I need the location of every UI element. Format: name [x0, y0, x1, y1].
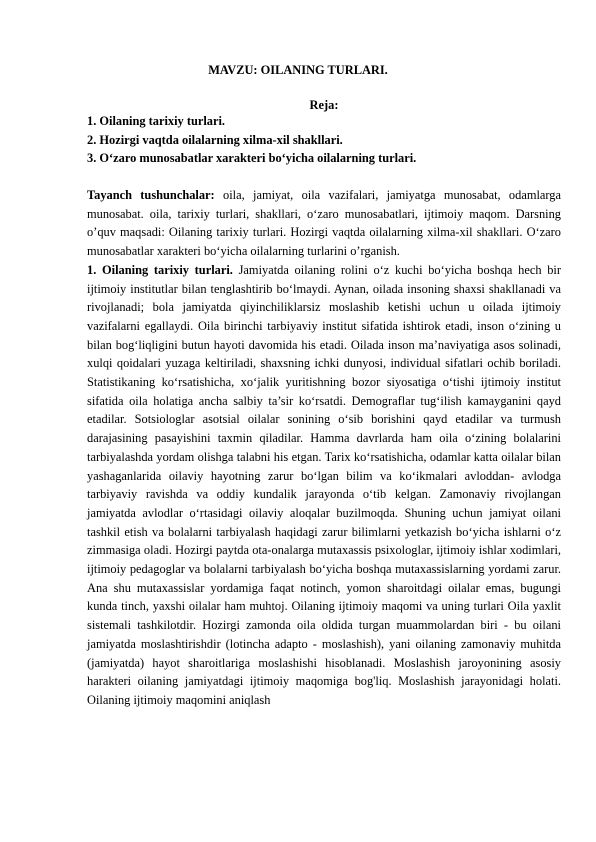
document-title: MAVZU: OILANING TURLARI. — [208, 63, 388, 77]
plan-item: 1. Oilaning tarixiy turlari. — [87, 114, 226, 128]
section-1-label: 1. Oilaning tarixiy turlari. — [87, 262, 233, 277]
plan-heading: Reja: — [309, 98, 339, 112]
key-concepts-paragraph — [87, 186, 561, 261]
plan-item: 3. O‘zaro munosabatlar xarakteri bo‘yicha oilalarning turlari. — [87, 151, 417, 166]
section-1-paragraph — [87, 261, 561, 710]
plan-item: 2. Hozirgi vaqtda oilalarning xilma-xil shakllari. — [87, 132, 343, 147]
plan-list — [87, 112, 567, 168]
key-concepts-text: oila, jamiyat, oila vazifalari, jamiyatga munosabat, odamlarga munosabat. oila, tarixiy turlari, shakllari, o‘zaro munosabatlari, ijtimoiy maqom. Darsning o’quv maqsadi: Oilaning tarixiy turlari. Hozirgi vaqtda oilalarning xilma-xil shakllari. O‘zaro munosabatlar xarakteri bo‘yicha oilalarning turlarini o’rganish. — [87, 188, 561, 259]
body-text — [87, 186, 561, 710]
key-concepts-label: Tayanch tushunchalar: — [87, 188, 215, 202]
section-1-text: Jamiyatda oilaning rolini o‘z kuchi bo‘yicha boshqa hech bir ijtimoiy institutlar bilan tenglashtirib bo‘lmaydi. Aynan, oilada insoning shaxsi shakllanadi va rivojlanadi; bola jamiyatda qiyinchiliklarsiz moslashib ketishi uchun u oilada ijtimoiy vazifalarni egallaydi. Oila birinchi tarbiyaviy institut sifatida ishtirok etadi, inson o‘zining u bilan bog‘liqligini butun hayoti davomida his etadi. Oilada inson ma’naviyatiga asos solinadi, xulqi qoidalari yuzaga keltiriladi, shaxsning ichki dunyosi, individual sifatlari ochib boriladi. Statistikaning ko‘rsatishicha, xo‘jalik yuritishning bozor siyosatiga o‘tishi ijtimoiy institut sifatida oila holatiga ancha salbiy ta’sir ko‘rsatdi. Demograflar tug‘ilish kamayganini qayd etadilar. Sotsiologlar asotsial oilalar sonining o‘sib borishini qayd etadilar va turmush darajasining pasayishini taxmin qiladilar. Hamma davrlarda ham oila o‘zining bolalarini tarbiyalashda yordam olishga talabni his etgan. Tarix ko‘rsatishicha, odamlar katta oilalar bilan yashaganlarida oilaviy hayotning zarur bo‘lgan bilim va ko‘ikmalari avloddan- avlodga tarbiyaviy ravishda va oddiy kundalik jarayonda o‘tib kelgan. Zamonaviy rivojlangan jamiyatda avlodlar o‘rtasidagi oilaviy aloqalar buzilmoqda. Shuning uchun jamiyat oilani tashkil etish va bolalarni tarbiyalash haqidagi zarur bilimlarni yetkazish bo‘yicha ishlarni o‘z zimmasiga oladi. Hozirgi paytda ota-onalarga mutaxassis psixologlar, ijtimoiy ishlar xodimlari, ijtimoiy pedagoglar va bolalarni tarbiyalash bo‘yicha boshqa mutaxassislarning yordami zarur. Ana shu mutaxassislar yordamiga faqat notinch, yomon sharoitdagi oilalar emas, bugungi kunda tinch, yaxshi oilalar ham muhtoj. Oilaning ijtimoiy maqomi va uning turlari Oila yaxlit sistemali tashkilotdir. Hozirgi zamonda oila oldida turgan muammolardan biri - bu oilani jamiyatda moslashtirishdir (lotincha adapto - moslashish), yani oilaning zamonaviy muhitda (jamiyatda) hayot sharoitlariga moslashishi hisoblanadi. Moslashish jaroyonining asosiy harakteri oilaning jamiyatdagi ijtimoiy maqomiga bog'liq. Moslashish jarayonidagi holati. Oilaning ijtimoiy maqomini aniqlash — [87, 262, 562, 707]
